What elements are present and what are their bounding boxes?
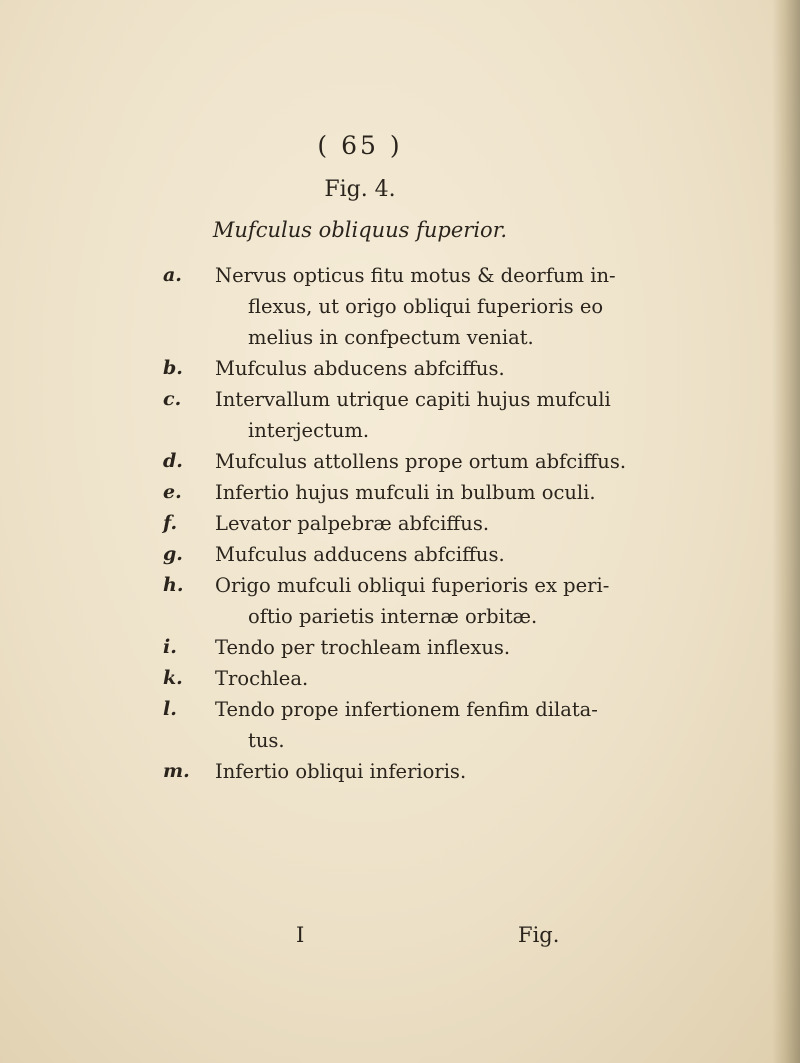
entry-line: Infertio hujus mufculi in bulbum oculi.: [215, 481, 596, 504]
entry-line: tus.: [248, 729, 285, 752]
legend-entry: [0, 384, 800, 446]
legend-entry: [0, 446, 800, 477]
entry-description: [215, 384, 640, 446]
signature-mark: I: [296, 923, 305, 947]
entry-line: Trochlea.: [215, 667, 309, 690]
legend-entry: [0, 353, 800, 384]
entry-letter: a.: [163, 264, 182, 286]
entry-description: [215, 477, 640, 508]
entry-line: melius in confpectum veniat.: [248, 326, 534, 349]
figure-subtitle: Mufculus obliquus fuperior.: [212, 218, 508, 242]
legend-entry: [0, 260, 800, 353]
entry-line: oftio parietis internæ orbitæ.: [248, 605, 538, 628]
entry-line: Nervus opticus fitu motus & deorfum in-: [215, 264, 616, 287]
entry-line: Mufculus adducens abfciffus.: [215, 543, 505, 566]
legend-entry: [0, 694, 800, 756]
entry-line: Tendo prope infertionem fenfim dilata-: [215, 698, 598, 721]
entry-letter: k.: [163, 667, 183, 689]
entry-letter: d.: [163, 450, 183, 472]
entry-description: [215, 353, 640, 384]
entry-line: Origo mufculi obliqui fuperioris ex peri-: [215, 574, 610, 597]
figure-title: Fig. 4.: [324, 177, 396, 202]
entry-line: Tendo per trochleam inflexus.: [215, 636, 511, 659]
legend-entries: [0, 260, 800, 787]
entry-letter: e.: [163, 481, 182, 503]
entry-line: Infertio obliqui inferioris.: [215, 760, 467, 783]
legend-entry: [0, 508, 800, 539]
entry-description: [215, 539, 640, 570]
legend-entry: [0, 477, 800, 508]
entry-description: [215, 632, 640, 663]
page-number: ( 65 ): [317, 131, 403, 160]
entry-line: interjectum.: [248, 419, 370, 442]
entry-line: Mufculus attollens prope ortum abfciffus.: [215, 450, 627, 473]
entry-line: Levator palpebræ abfciffus.: [215, 512, 490, 535]
entry-line: flexus, ut origo obliqui fuperioris eo: [248, 295, 604, 318]
entry-line: Intervallum utrique capiti hujus mufculi: [215, 388, 611, 411]
legend-entry: [0, 570, 800, 632]
entry-description: [215, 694, 640, 756]
entry-letter: l.: [163, 698, 177, 720]
entry-letter: i.: [163, 636, 177, 658]
entry-letter: g.: [163, 543, 183, 565]
entry-description: [215, 570, 640, 632]
legend-entry: [0, 632, 800, 663]
entry-description: [215, 756, 640, 787]
entry-description: [215, 260, 640, 353]
entry-description: [215, 508, 640, 539]
catchword: Fig.: [518, 923, 560, 947]
entry-letter: c.: [163, 388, 182, 410]
entry-description: [215, 446, 640, 477]
entry-letter: b.: [163, 357, 183, 379]
legend-entry: [0, 539, 800, 570]
entry-letter: m.: [163, 760, 190, 782]
legend-entry: [0, 756, 800, 787]
entry-description: [215, 663, 640, 694]
entry-letter: f.: [163, 512, 178, 534]
legend-entry: [0, 663, 800, 694]
entry-line: Mufculus abducens abfciffus.: [215, 357, 505, 380]
entry-letter: h.: [163, 574, 184, 596]
